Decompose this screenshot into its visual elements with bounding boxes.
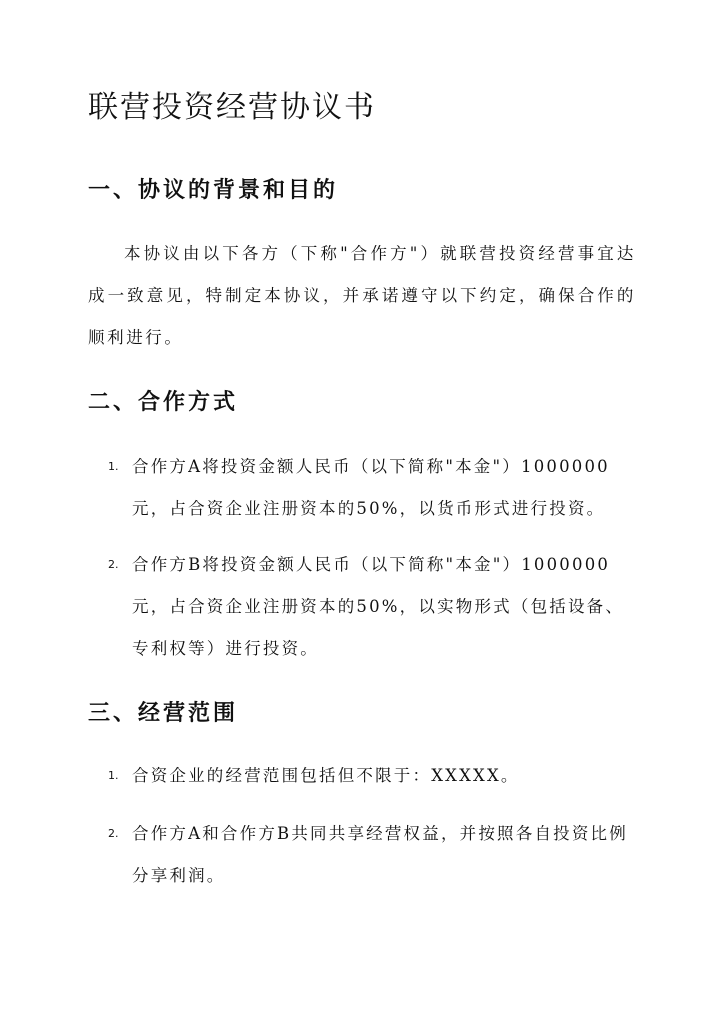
list-item-text: 合作方A将投资金额人民币（以下简称"本金"）1000000元，占合资企业注册资本的50%，以货币形式进行投资。 — [132, 457, 610, 518]
list-item — [88, 544, 636, 670]
list-item-text: 合资企业的经营范围包括但不限于：XXXXX。 — [132, 766, 520, 785]
section-heading-background: 一、协议的背景和目的 — [88, 177, 339, 203]
list-item — [88, 755, 636, 797]
list-item-text: 合作方A和合作方B共同共享经营权益，并按照各自投资比例分享利润。 — [132, 824, 628, 885]
list-item-number: 2. — [108, 558, 119, 571]
document-title: 联营投资经营协议书 — [88, 90, 376, 125]
list-item — [88, 813, 636, 897]
list-item — [88, 446, 636, 530]
section-heading-cooperation: 二、合作方式 — [88, 389, 239, 415]
list-item-number: 1. — [108, 769, 119, 782]
section-heading-business-scope: 三、经营范围 — [88, 700, 239, 726]
section-paragraph-background: 本协议由以下各方（下称"合作方"）就联营投资经营事宜达成一致意见，特制定本协议，并承诺遵守以下约定，确保合作的顺利进行。 — [88, 244, 636, 347]
list-item-number: 2. — [108, 827, 119, 840]
list-item-text: 合作方B将投资金额人民币（以下简称"本金"）1000000元，占合资企业注册资本的50%，以实物形式（包括设备、专利权等）进行投资。 — [132, 555, 625, 658]
list-item-number: 1. — [108, 460, 119, 473]
